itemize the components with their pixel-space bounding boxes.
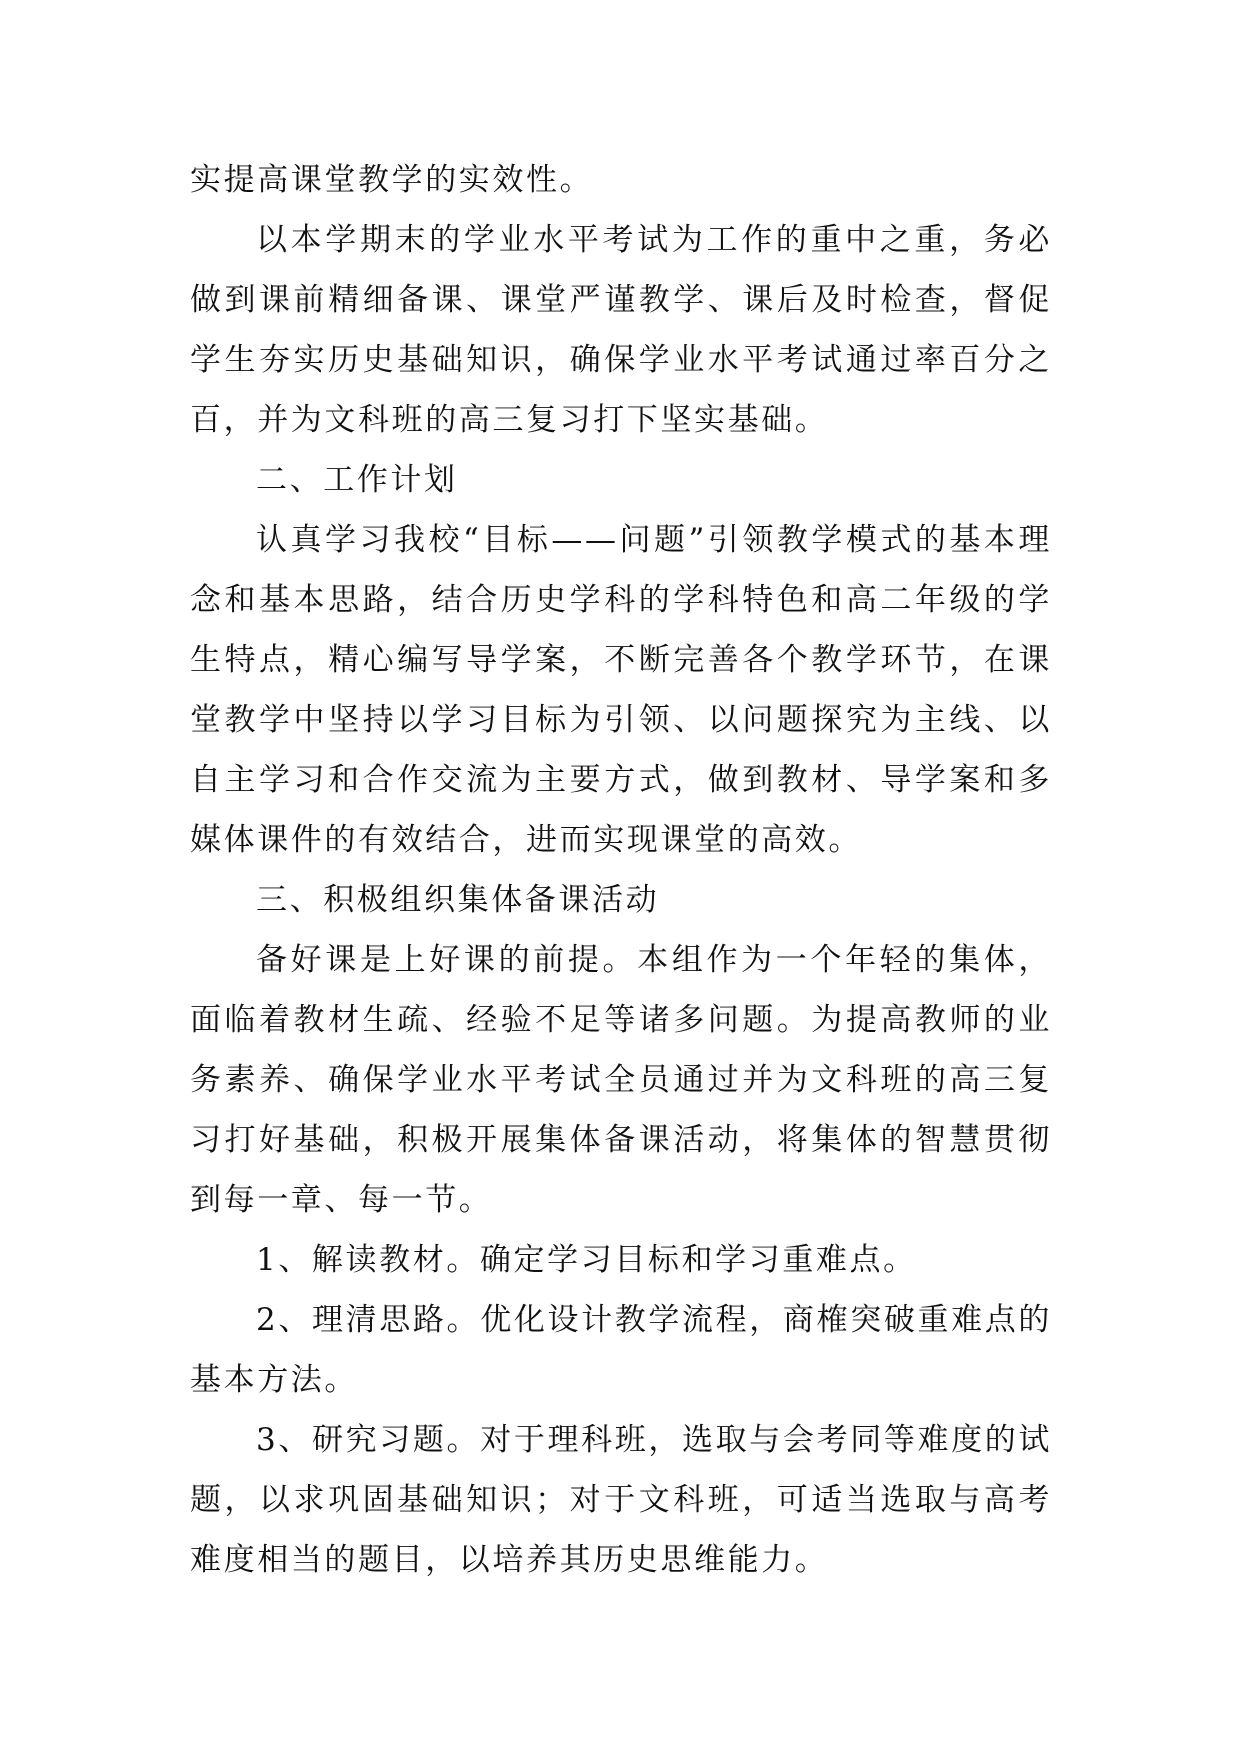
section-heading-collective-prep: 三、积极组织集体备课活动	[256, 882, 660, 918]
document-body	[190, 150, 1052, 1590]
section-heading-work-plan: 二、工作计划	[256, 462, 458, 498]
paragraph-teaching-model: 认真学习我校“目标——问题”引领教学模式的基本理念和基本思路，结合历史学科的学科特色和高二年级的学生特点，精心编写导学案，不断完善各个教学环节，在课堂教学中坚持以学习目标为引领、以问题探究为主线、以自主学习和合作交流为主要方式，做到教材、导学案和多媒体课件的有效结合，进而实现课堂的高效。	[190, 522, 1052, 858]
list-item-study-exercises: 3、研究习题。对于理科班，选取与会考同等难度的试题，以求巩固基础知识；对于文科班，可适当选取与高考难度相当的题目，以培养其历史思维能力。	[190, 1422, 1052, 1578]
list-item-clarify-approach: 2、理清思路。优化设计教学流程，商榷突破重难点的基本方法。	[190, 1302, 1052, 1398]
paragraph-continuation: 实提高课堂教学的实效性。	[190, 162, 594, 198]
paragraph-lesson-prep: 备好课是上好课的前提。本组作为一个年轻的集体，面临着教材生疏、经验不足等诸多问题。为提高教师的业务素养、确保学业水平考试全员通过并为文科班的高三复习打好基础，积极开展集体备课活动，将集体的智慧贯彻到每一章、每一节。	[190, 942, 1052, 1218]
list-item-interpret-textbook: 1、解读教材。确定学习目标和学习重难点。	[256, 1242, 917, 1278]
paragraph-exam-goal: 以本学期末的学业水平考试为工作的重中之重，务必做到课前精细备课、课堂严谨教学、课后及时检查，督促学生夯实历史基础知识，确保学业水平考试通过率百分之百，并为文科班的高三复习打下坚实基础。	[190, 222, 1052, 438]
